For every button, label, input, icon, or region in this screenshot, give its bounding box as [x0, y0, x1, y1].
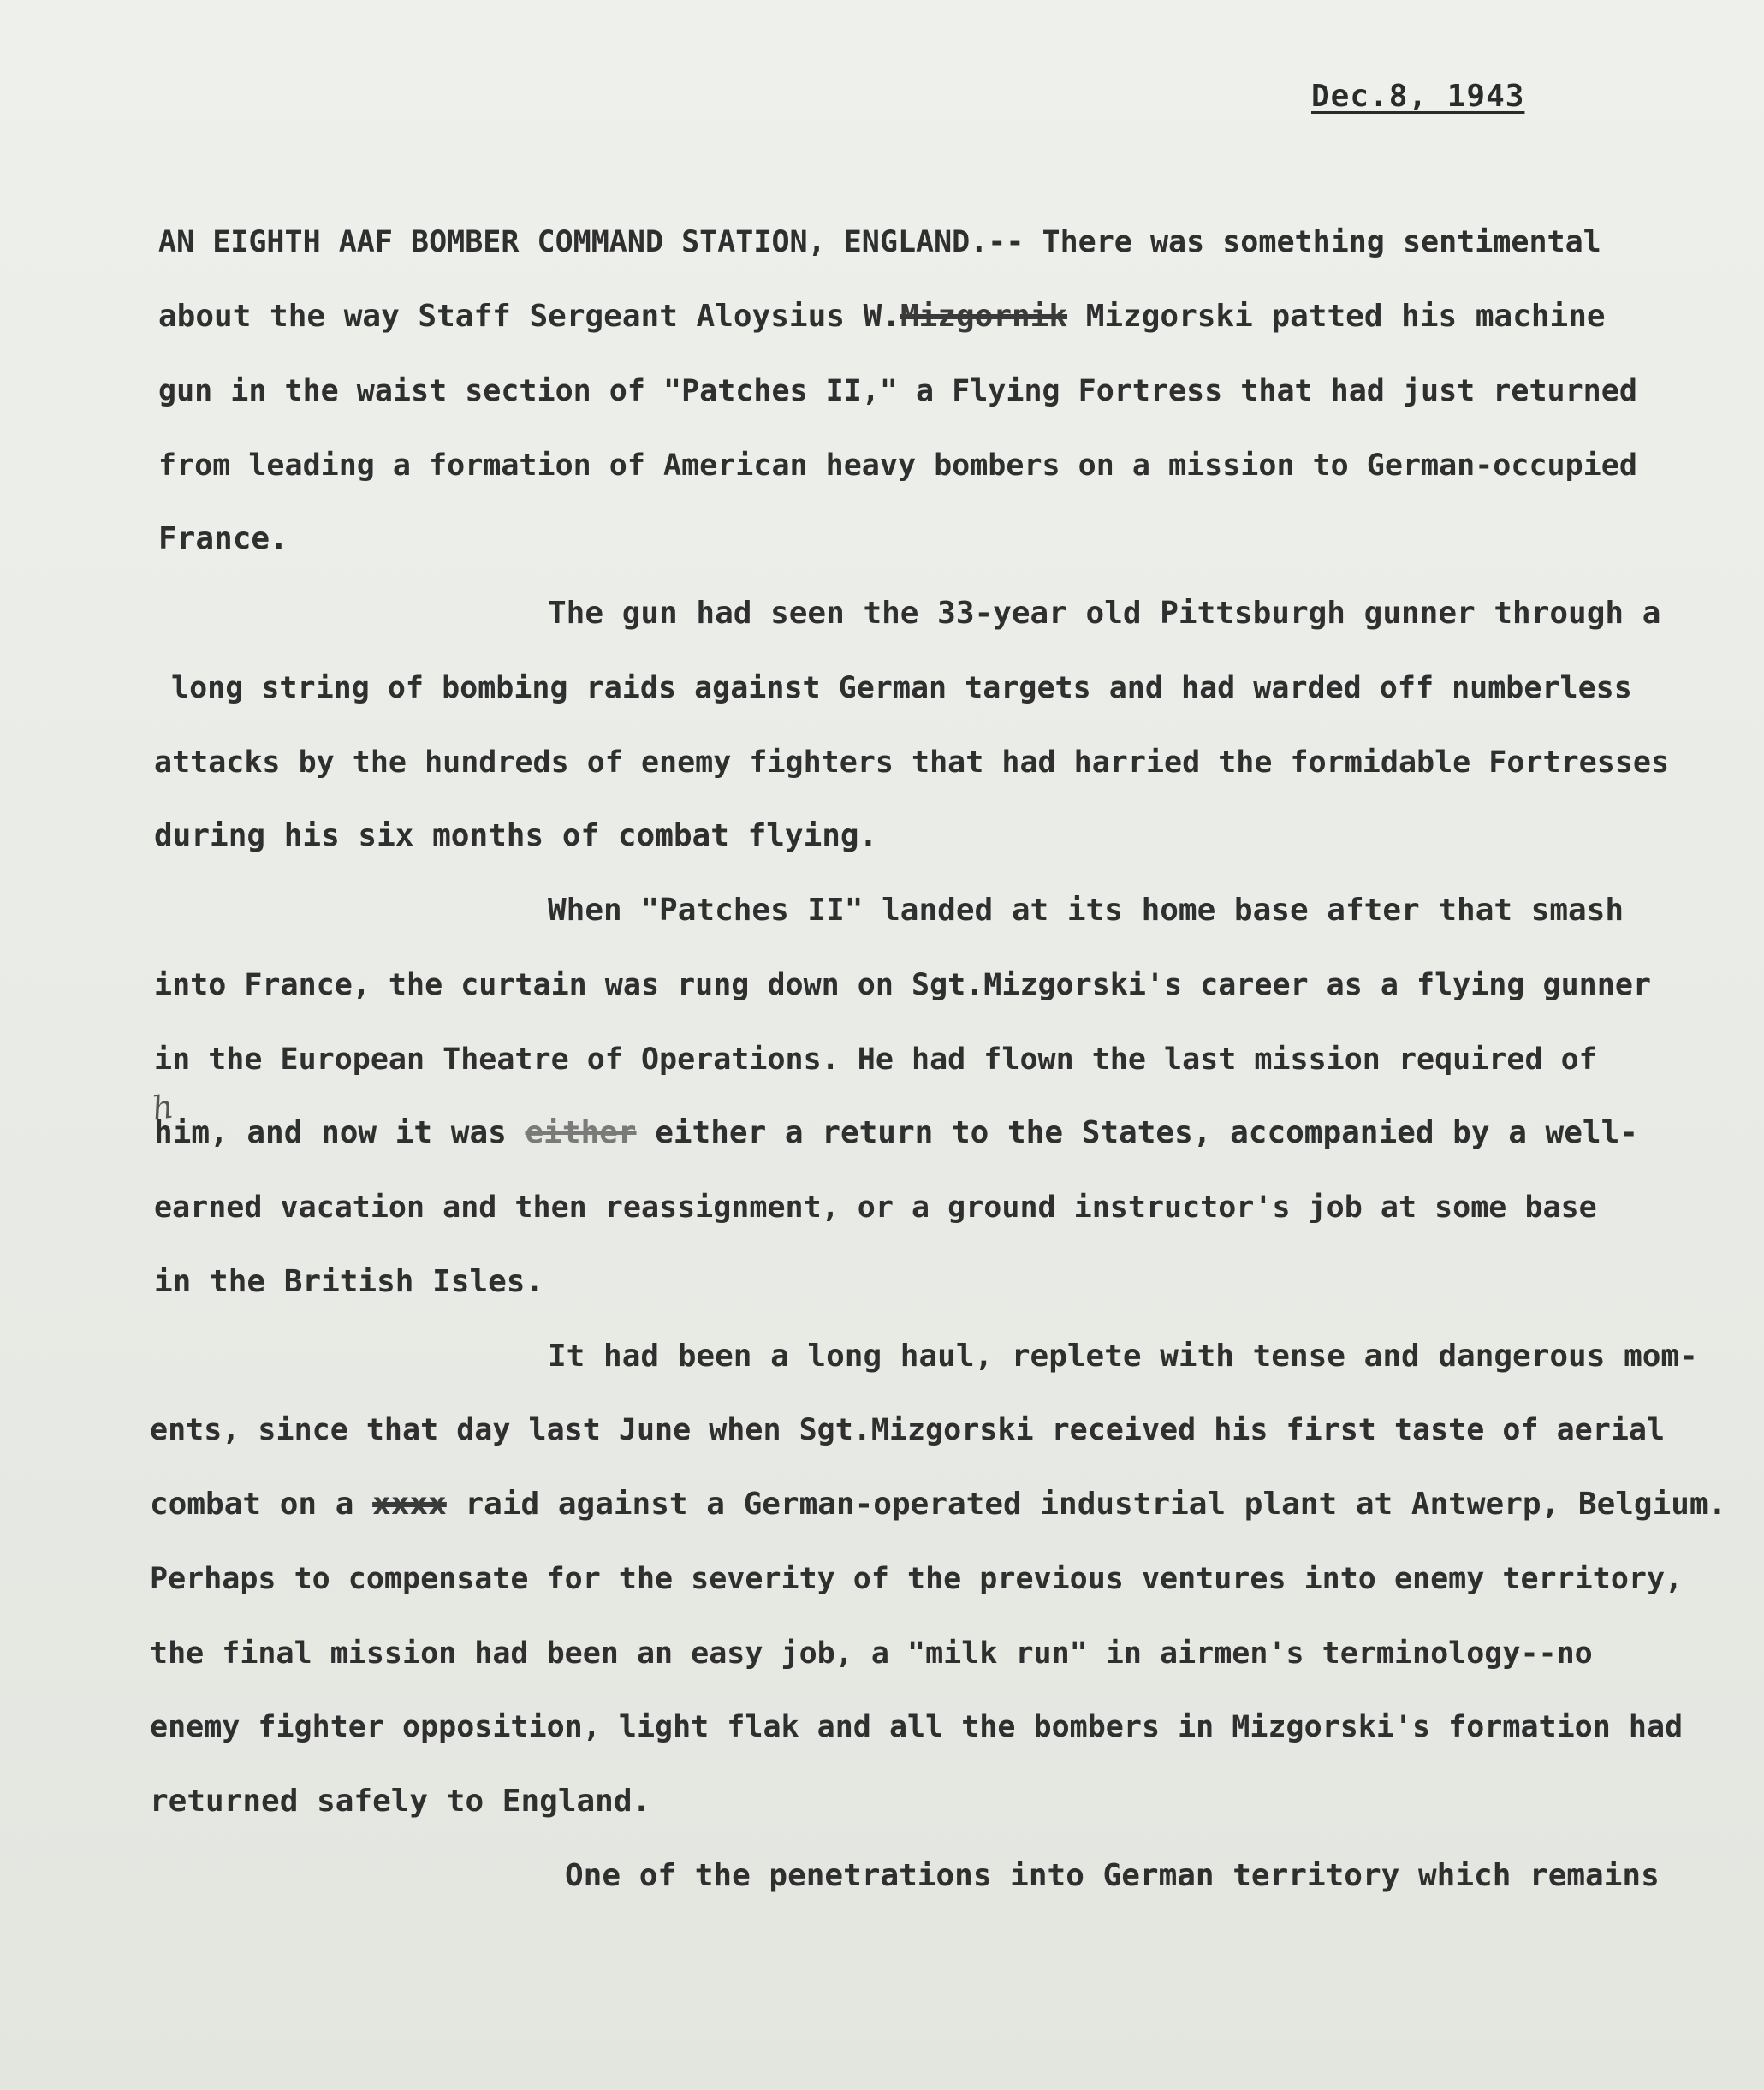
text-line: from leading a formation of American heavy bombers on a mission to German-occupied — [158, 448, 1637, 483]
text-line: returned safely to England. — [150, 1784, 651, 1819]
text-line: the final mission had been an easy job, a "milk run" in airmen's terminology--no — [150, 1636, 1593, 1671]
text-line: long string of bombing raids against German targets and had warded off numberless — [171, 671, 1632, 705]
text-line: enemy fighter opposition, light flak and all the bombers in Mizgorski's formation had — [150, 1710, 1684, 1744]
text-line — [154, 1116, 1638, 1150]
text-line: into France, the curtain was rung down on Sgt.Mizgorski's career as a flying gunner — [154, 968, 1651, 1002]
text-line: The gun had seen the 33-year old Pittsburgh gunner through a — [548, 596, 1661, 631]
text-segment: combat on a — [150, 1487, 373, 1522]
text-line — [150, 1487, 1726, 1522]
text-segment: either a return to the States, accompanied by a well- — [636, 1115, 1638, 1150]
text-line: It had been a long haul, replete with tense and dangerous mom- — [548, 1339, 1698, 1374]
text-line: earned vacation and then reassignment, or a ground instructor's job at some base — [154, 1190, 1597, 1225]
strikeout-text: xxxx — [372, 1487, 447, 1522]
text-line: France. — [158, 521, 288, 556]
text-segment: raid against a German-operated industrial plant at Antwerp, Belgium. — [446, 1487, 1727, 1522]
text-segment: him, and now it was — [154, 1115, 526, 1150]
text-segment: about the way Staff Sergeant Aloysius W. — [158, 299, 900, 334]
strikeout-text: either — [525, 1115, 637, 1150]
text-line: Perhaps to compensate for the severity of the previous ventures into enemy territory, — [150, 1562, 1684, 1596]
text-line: gun in the waist section of "Patches II," a Flying Fortress that had just returned — [158, 374, 1637, 408]
text-line: AN EIGHTH AAF BOMBER COMMAND STATION, ENGLAND.-- There was something sentimental — [158, 225, 1601, 259]
text-line: When "Patches II" landed at its home base after that smash — [548, 893, 1624, 928]
text-line: ents, since that day last June when Sgt.Mizgorski received his first taste of aerial — [150, 1413, 1666, 1447]
date-heading: Dec.8, 1943 — [1311, 79, 1525, 114]
text-line — [158, 300, 1606, 334]
strikeout-text: Mizgornik — [900, 299, 1068, 334]
text-segment: Mizgorski patted his machine — [1067, 299, 1606, 334]
text-line: in the European Theatre of Operations. He had flown the last mission required of — [154, 1042, 1597, 1077]
text-line: during his six months of combat flying. — [154, 818, 878, 853]
text-line: One of the penetrations into German territory which remains — [565, 1858, 1660, 1893]
text-line: attacks by the hundreds of enemy fighters that had harried the formidable Fortresses — [154, 745, 1670, 780]
pencil-correction-mark: h — [150, 1087, 176, 1128]
text-line: in the British Isles. — [154, 1264, 544, 1299]
